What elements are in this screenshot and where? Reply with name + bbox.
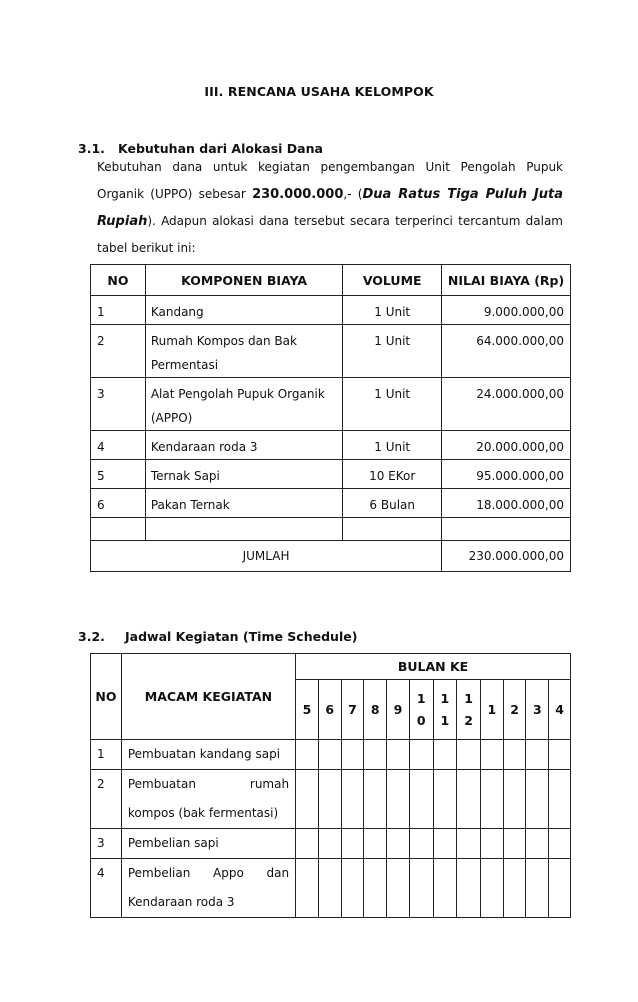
cell-component: Ternak Sapi (145, 460, 342, 489)
cell-component: Rumah Kompos dan Bak Permentasi (145, 325, 342, 378)
schedule-cell (341, 829, 364, 859)
month-header: 3 (526, 680, 549, 740)
cell-activity: Pembelian sapi (121, 829, 295, 859)
schedule-cell (296, 740, 319, 770)
section-number: 3.2. (78, 629, 105, 644)
amount-in-words: Dua Ratus Tiga Puluh Juta Rupiah (97, 187, 564, 229)
schedule-cell (318, 770, 341, 829)
schedule-cell (526, 770, 549, 829)
empty-row (91, 518, 571, 541)
cell-volume: 1 Unit (343, 431, 442, 460)
table-row (91, 489, 571, 518)
cell-volume: 6 Bulan (343, 489, 442, 518)
section-number: 3.1. (78, 141, 105, 156)
schedule-table (90, 653, 571, 918)
schedule-cell (457, 829, 481, 859)
schedule-cell (318, 740, 341, 770)
schedule-cell (341, 740, 364, 770)
schedule-cell (503, 829, 526, 859)
table-row (91, 378, 571, 431)
header-component: KOMPONEN BIAYA (145, 265, 342, 296)
table-row (91, 829, 571, 859)
section-title: Jadwal Kegiatan (Time Schedule) (125, 629, 358, 644)
schedule-cell (457, 740, 481, 770)
table-row (91, 740, 571, 770)
cell-value: 64.000.000,00 (442, 325, 571, 378)
schedule-cell (341, 859, 364, 918)
cell-activity: Pembuatan kandang sapi (121, 740, 295, 770)
schedule-cell (503, 740, 526, 770)
cell-no: 6 (91, 489, 146, 518)
cell-no: 2 (91, 770, 122, 829)
month-header: 1 (480, 680, 503, 740)
cell-component: Pakan Ternak (145, 489, 342, 518)
schedule-cell (364, 740, 387, 770)
schedule-cell (364, 829, 387, 859)
cell-component: Kandang (145, 296, 342, 325)
schedule-cell (296, 770, 319, 829)
cell-no: 1 (91, 296, 146, 325)
table-row (91, 770, 571, 829)
schedule-cell (409, 770, 433, 829)
table-row (91, 296, 571, 325)
cell-component: Kendaraan roda 3 (145, 431, 342, 460)
schedule-cell (318, 829, 341, 859)
cell-volume: 1 Unit (343, 325, 442, 378)
schedule-cell (433, 740, 457, 770)
empty-cell (145, 518, 342, 541)
schedule-cell (409, 740, 433, 770)
schedule-cell (549, 859, 571, 918)
month-header: 9 (387, 680, 410, 740)
schedule-cell (480, 770, 503, 829)
section-heading-schedule (0, 629, 638, 647)
schedule-cell (318, 859, 341, 918)
schedule-cell (433, 829, 457, 859)
paragraph-text: ). Adapun alokasi dana tersebut secara terperinci tercantum dalam tabel berikut ini: (97, 214, 563, 255)
header-value: NILAI BIAYA (Rp) (442, 265, 571, 296)
cell-component: Alat Pengolah Pupuk Organik (APPO) (145, 378, 342, 431)
schedule-cell (480, 829, 503, 859)
schedule-cell (549, 829, 571, 859)
cell-value: 20.000.000,00 (442, 431, 571, 460)
header-volume: VOLUME (343, 265, 442, 296)
schedule-cell (433, 770, 457, 829)
table-header-row (91, 265, 571, 296)
schedule-cell (387, 829, 410, 859)
schedule-cell (526, 740, 549, 770)
schedule-cell (503, 770, 526, 829)
schedule-cell (526, 829, 549, 859)
cell-no: 4 (91, 431, 146, 460)
schedule-cell (341, 770, 364, 829)
schedule-cell (387, 859, 410, 918)
month-header: 2 (503, 680, 526, 740)
month-header: 8 (364, 680, 387, 740)
schedule-cell (296, 859, 319, 918)
schedule-cell (409, 859, 433, 918)
schedule-cell (480, 859, 503, 918)
month-header: 12 (457, 680, 481, 740)
schedule-cell (387, 770, 410, 829)
month-header: 6 (318, 680, 341, 740)
month-header: 11 (433, 680, 457, 740)
amount-figure: 230.000.000 (252, 187, 344, 202)
total-row (91, 541, 571, 572)
table-row (91, 460, 571, 489)
empty-cell (91, 518, 146, 541)
schedule-cell (364, 859, 387, 918)
header-month-group: BULAN KE (296, 654, 571, 680)
month-header: 5 (296, 680, 319, 740)
cell-activity: Pembelian Appo dan Kendaraan roda 3 (121, 859, 295, 918)
cell-no: 4 (91, 859, 122, 918)
cell-value: 95.000.000,00 (442, 460, 571, 489)
schedule-cell (457, 859, 481, 918)
cell-volume: 1 Unit (343, 378, 442, 431)
cell-volume: 10 EKor (343, 460, 442, 489)
section-title: Kebutuhan dari Alokasi Dana (118, 141, 323, 156)
table-row (91, 859, 571, 918)
schedule-cell (549, 770, 571, 829)
schedule-cell (549, 740, 571, 770)
schedule-cell (526, 859, 549, 918)
schedule-cell (409, 829, 433, 859)
cell-value: 18.000.000,00 (442, 489, 571, 518)
cell-value: 24.000.000,00 (442, 378, 571, 431)
schedule-cell (480, 740, 503, 770)
cell-no: 3 (91, 829, 122, 859)
page-title: III. RENCANA USAHA KELOMPOK (204, 84, 434, 99)
empty-cell (442, 518, 571, 541)
month-header: 4 (549, 680, 571, 740)
total-value: 230.000.000,00 (442, 541, 571, 572)
cell-activity: Pembuatan rumah kompos (bak fermentasi) (121, 770, 295, 829)
paragraph-text: Kebutuhan dana untuk kegiatan pengembangan Unit Pengolah Pupuk Organik (UPPO) sebesar (97, 160, 563, 201)
budget-paragraph (97, 154, 563, 262)
cell-no: 3 (91, 378, 146, 431)
cell-value: 9.000.000,00 (442, 296, 571, 325)
header-no: NO (91, 654, 122, 740)
month-header: 10 (409, 680, 433, 740)
cell-no: 1 (91, 740, 122, 770)
paragraph-text: ,- ( (343, 187, 363, 201)
schedule-cell (387, 740, 410, 770)
table-row (91, 431, 571, 460)
month-header: 7 (341, 680, 364, 740)
cell-no: 2 (91, 325, 146, 378)
schedule-cell (364, 770, 387, 829)
header-activity: MACAM KEGIATAN (121, 654, 295, 740)
table-row (91, 325, 571, 378)
budget-table (90, 264, 571, 572)
month-group-row (91, 654, 571, 680)
cell-no: 5 (91, 460, 146, 489)
cell-volume: 1 Unit (343, 296, 442, 325)
total-label: JUMLAH (91, 541, 442, 572)
header-no: NO (91, 265, 146, 296)
schedule-cell (457, 770, 481, 829)
schedule-cell (433, 859, 457, 918)
empty-cell (343, 518, 442, 541)
schedule-cell (296, 829, 319, 859)
schedule-cell (503, 859, 526, 918)
